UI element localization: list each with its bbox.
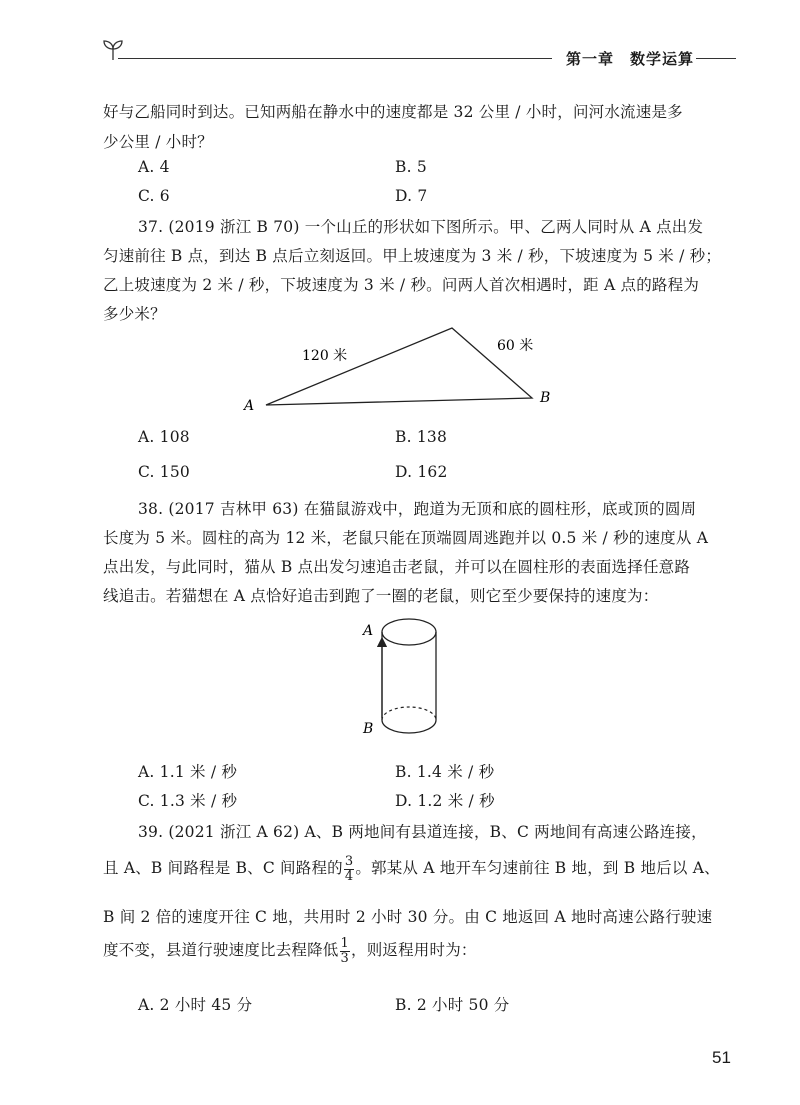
q37-option-c: C. 150 xyxy=(138,463,190,481)
q36-option-d: D. 7 xyxy=(395,187,428,205)
q39-option-b: B. 2 小时 50 分 xyxy=(395,996,510,1014)
q39-line4-post: ，则返程用时为： xyxy=(351,941,477,959)
q37-line3: 乙上坡速度为 2 米 / 秒，下坡速度为 3 米 / 秒。问两人首次相遇时，距 A 点的路程为 xyxy=(103,276,700,294)
fraction-one-third xyxy=(340,937,350,966)
q38-option-c: C. 1.3 米 / 秒 xyxy=(138,792,238,810)
q39-line3: B 间 2 倍的速度开往 C 地，共用时 2 小时 30 分。由 C 地返回 A 地时高速公路行驶速 xyxy=(103,908,713,926)
fraction2-denominator: 3 xyxy=(340,950,349,966)
hill-label-60: 60 米 xyxy=(497,338,534,354)
q39-line1: 39. (2021 浙江 A 62) A、B 两地间有县道连接，B、C 两地间有高速公路连接， xyxy=(138,823,707,841)
hill-point-a: A xyxy=(244,398,255,414)
q36-option-b: B. 5 xyxy=(395,158,427,176)
q38-line3: 点出发，与此同时，猫从 B 点出发匀速追击老鼠，并可以在圆柱形的表面选择任意路 xyxy=(103,558,691,576)
header-rule-left xyxy=(118,58,552,59)
hill-triangle xyxy=(266,328,532,405)
q37-option-b: B. 138 xyxy=(395,428,448,446)
cylinder-point-a: A xyxy=(363,623,374,639)
q36-line2: 少公里 / 小时？ xyxy=(103,133,213,151)
q39-line4-pre: 度不变，县道行驶速度比去程降低 xyxy=(103,941,339,959)
fraction1-denominator: 4 xyxy=(344,868,354,884)
fraction1-numerator: 3 xyxy=(344,853,354,869)
q39-line2-post: 。郭某从 A 地开车匀速前往 B 地，到 B 地后以 A、 xyxy=(355,859,720,877)
q37-line4: 多少米？ xyxy=(103,305,166,323)
q36-option-c: C. 6 xyxy=(138,187,170,205)
chapter-title: 第一章 数学运算 xyxy=(566,50,695,68)
cylinder-figure xyxy=(355,606,455,756)
q39-line2 xyxy=(103,848,720,888)
cylinder-bottom-front xyxy=(382,720,436,733)
q39-option-a: A. 2 小时 45 分 xyxy=(138,996,253,1014)
hill-figure xyxy=(230,318,570,418)
fraction-three-quarters xyxy=(344,855,354,884)
q39-line2-pre: 且 A、B 间路程是 B、C 间路程的 xyxy=(103,859,343,877)
header-rule-right xyxy=(696,58,736,59)
q39-line4 xyxy=(103,930,477,970)
cylinder-top xyxy=(382,619,436,645)
q38-option-d: D. 1.2 米 / 秒 xyxy=(395,792,495,810)
q37-option-a: A. 108 xyxy=(138,428,190,446)
q38-option-a: A. 1.1 米 / 秒 xyxy=(138,763,238,781)
hill-point-b: B xyxy=(540,390,551,406)
q37-option-d: D. 162 xyxy=(395,463,448,481)
hill-label-120: 120 米 xyxy=(302,348,348,364)
q36-line1: 好与乙船同时到达。已知两船在静水中的速度都是 32 公里 / 小时，问河水流速是多 xyxy=(103,103,683,121)
header-ornament xyxy=(100,36,126,66)
page-number: 51 xyxy=(712,1048,731,1067)
q38-line2: 长度为 5 米。圆柱的高为 12 米，老鼠只能在顶端圆周逃跑并以 0.5 米 / 秒的速度从 A xyxy=(103,529,709,547)
q38-line1: 38. (2017 吉林甲 63) 在猫鼠游戏中，跑道为无顶和底的圆柱形，底或顶的圆周 xyxy=(138,500,697,518)
cylinder-bottom-back xyxy=(382,707,436,720)
cylinder-point-b: B xyxy=(363,721,374,737)
q37-line2: 匀速前往 B 点，到达 B 点后立刻返回。甲上坡速度为 3 米 / 秒，下坡速度为 5 米 / 秒； xyxy=(103,247,722,265)
q37-line1: 37. (2019 浙江 B 70) 一个山丘的形状如下图所示。甲、乙两人同时从 A 点出发 xyxy=(138,218,704,236)
q38-option-b: B. 1.4 米 / 秒 xyxy=(395,763,495,781)
q38-line4: 线追击。若猫想在 A 点恰好追击到跑了一圈的老鼠，则它至少要保持的速度为： xyxy=(103,587,659,605)
q36-option-a: A. 4 xyxy=(138,158,170,176)
fraction2-numerator: 1 xyxy=(340,935,349,951)
